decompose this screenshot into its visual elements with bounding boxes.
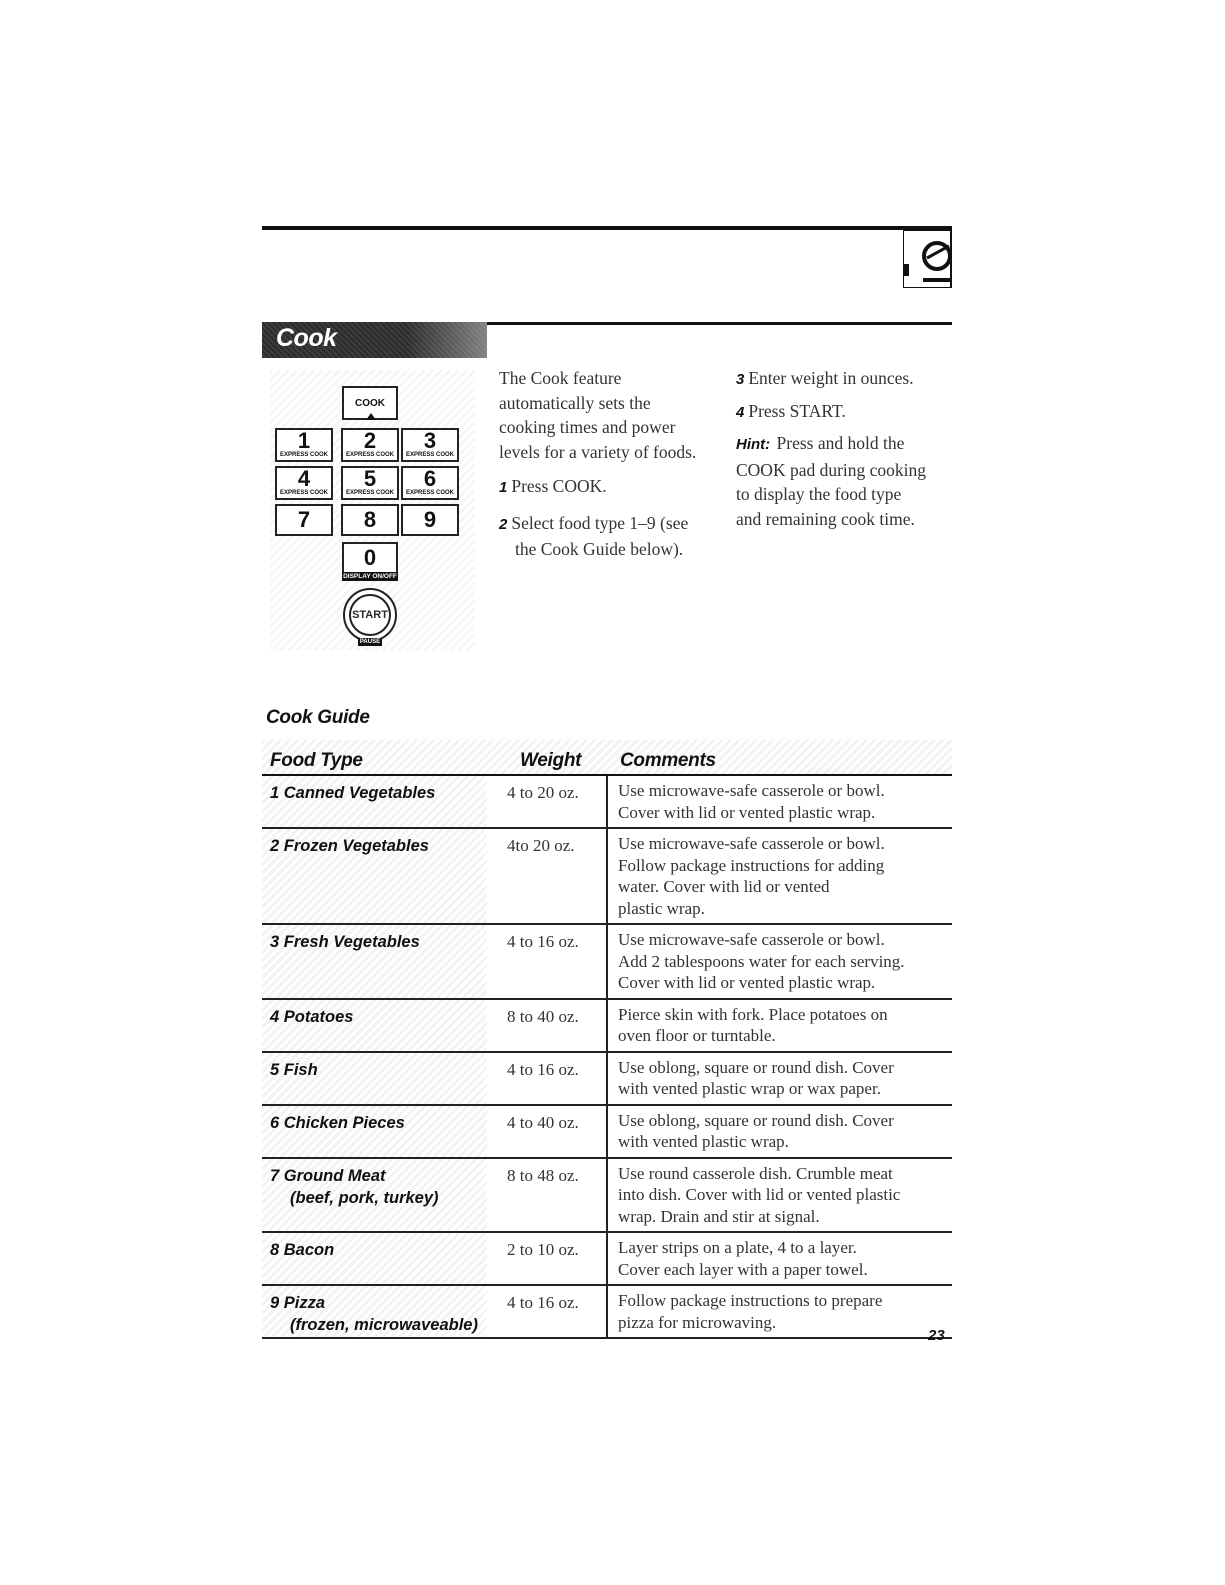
column-divider — [606, 1159, 608, 1232]
column-divider — [606, 829, 608, 923]
display-on-off-label: DISPLAY ON/OFF — [343, 573, 397, 580]
comment-line: Use microwave-safe casserole or bowl. — [618, 834, 885, 853]
comment-line: Follow package instructions for adding — [618, 855, 885, 875]
column-divider — [606, 776, 608, 827]
comments-cell — [618, 1053, 952, 1104]
step-1: 1 Press COOK. — [499, 476, 607, 496]
key-3: 3 EXPRESS COOK — [401, 428, 459, 462]
page-number: 23 — [928, 1327, 945, 1344]
key-2: 2 EXPRESS COOK — [341, 428, 399, 462]
table-row — [262, 1159, 952, 1234]
top-rule — [262, 226, 952, 230]
comments-cell — [618, 1106, 952, 1157]
key-4: 4 EXPRESS COOK — [275, 466, 333, 500]
intro-column — [499, 366, 724, 572]
column-divider — [606, 1106, 608, 1157]
key-8: 8 — [341, 504, 399, 536]
table-row — [262, 1053, 952, 1106]
weight-cell: 2 to 10 oz. — [507, 1240, 579, 1259]
header-food-type: Food Type — [270, 750, 363, 771]
weight-cell: 8 to 48 oz. — [507, 1165, 579, 1185]
key-0: 0 — [342, 542, 398, 574]
key-1: 1 EXPRESS COOK — [275, 428, 333, 462]
comment-line: Cover with lid or vented plastic wrap. — [618, 973, 876, 992]
comment-line: Layer strips on a plate, 4 to a layer. — [618, 1238, 857, 1257]
food-type-label: 1 Canned Vegetables — [270, 784, 436, 802]
comment-line: oven floor or turntable. — [618, 1026, 776, 1045]
key-6: 6 EXPRESS COOK — [401, 466, 459, 500]
food-type-label: 7 Ground Meat — [270, 1166, 386, 1185]
comments-cell — [618, 1286, 952, 1337]
table-row — [262, 1106, 952, 1159]
comment-line: Cover each layer with a paper towel. — [618, 1259, 868, 1279]
table-row — [262, 1233, 952, 1286]
column-divider — [606, 1286, 608, 1337]
step-4: 4 Press START. — [736, 400, 846, 421]
comment-line: wrap. Drain and stir at signal. — [618, 1206, 820, 1226]
comments-cell — [618, 925, 952, 998]
header-weight: Weight — [520, 750, 582, 771]
food-type-label: 8 Bacon — [270, 1241, 335, 1259]
comment-line: Use oblong, square or round dish. Cover — [618, 1057, 894, 1077]
food-type-cell — [262, 776, 487, 827]
comment-line: plastic wrap. — [618, 898, 705, 918]
food-type-label: 5 Fish — [270, 1060, 318, 1079]
keypad-illustration — [270, 370, 475, 650]
comment-line: Use oblong, square or round dish. Cover — [618, 1110, 894, 1130]
food-type-sublabel: (beef, pork, turkey) — [290, 1188, 439, 1207]
section-banner — [262, 322, 487, 358]
comment-line: Use microwave-safe casserole or bowl. — [618, 930, 885, 949]
food-type-cell — [262, 1000, 487, 1051]
key-9: 9 — [401, 504, 459, 536]
comment-line: Follow package instructions to prepare — [618, 1291, 883, 1310]
key-7: 7 — [275, 504, 333, 536]
weight-cell: 4to 20 oz. — [507, 836, 575, 855]
table-row — [262, 1000, 952, 1053]
column-divider — [606, 1000, 608, 1051]
hint: Hint: Press and hold the COOK pad during cooking to display the food type and remaining cook time. — [736, 433, 927, 529]
column-divider — [606, 1233, 608, 1284]
table-header — [262, 740, 952, 776]
comment-line: pizza for microwaving. — [618, 1312, 777, 1332]
weight-cell: 4 to 16 oz. — [507, 1293, 579, 1312]
comments-cell — [618, 776, 952, 827]
comments-cell — [618, 1159, 952, 1232]
table-row — [262, 925, 952, 1000]
food-type-cell — [262, 1053, 487, 1104]
table-row — [262, 1286, 952, 1339]
food-type-label: 3 Fresh Vegetables — [270, 933, 420, 951]
comment-line: with vented plastic wrap or wax paper. — [618, 1079, 881, 1098]
weight-cell: 8 to 40 oz. — [507, 1006, 579, 1026]
cook-key: COOK — [342, 386, 398, 420]
cook-guide-heading: Cook Guide — [266, 707, 370, 728]
food-type-cell — [262, 925, 487, 998]
food-type-cell — [262, 1159, 487, 1232]
comment-line: Add 2 tablespoons water for each serving. — [618, 951, 905, 971]
comment-line: into dish. Cover with lid or vented plastic — [618, 1185, 901, 1204]
comment-line: Use microwave-safe casserole or bowl. — [618, 781, 885, 800]
weight-cell: 4 to 40 oz. — [507, 1112, 579, 1132]
start-label: START — [349, 594, 391, 636]
header-comments: Comments — [620, 750, 716, 771]
cook-arrow-icon — [366, 413, 376, 420]
cook-guide-table — [262, 740, 952, 1339]
steps-column — [736, 366, 956, 541]
section-title: Cook — [276, 324, 337, 352]
food-type-sublabel: (frozen, microwaveable) — [290, 1316, 478, 1334]
start-key — [343, 588, 397, 642]
food-type-cell — [262, 1233, 487, 1284]
column-divider — [606, 1053, 608, 1104]
comment-line: Pierce skin with fork. Place potatoes on — [618, 1004, 888, 1024]
food-type-cell — [262, 1286, 487, 1337]
brand-logo-icon — [903, 226, 953, 288]
table-row — [262, 829, 952, 925]
weight-cell: 4 to 20 oz. — [507, 783, 579, 802]
step-2: 2 Select food type 1–9 (see the Cook Guide below). — [499, 512, 689, 559]
step-3: 3 Enter weight in ounces. — [736, 368, 914, 388]
food-type-label: 9 Pizza — [270, 1294, 326, 1312]
pause-label: PAUSE — [359, 639, 381, 645]
weight-cell: 4 to 16 oz. — [507, 932, 579, 951]
comments-cell — [618, 1233, 952, 1284]
comments-cell — [618, 1000, 952, 1051]
comment-line: Cover with lid or vented plastic wrap. — [618, 802, 876, 822]
section-rule — [487, 322, 952, 325]
weight-cell: 4 to 16 oz. — [507, 1059, 579, 1079]
column-divider — [606, 925, 608, 998]
food-type-label: 2 Frozen Vegetables — [270, 837, 429, 855]
food-type-label: 4 Potatoes — [270, 1007, 354, 1026]
food-type-cell — [262, 829, 487, 923]
food-type-label: 6 Chicken Pieces — [270, 1113, 405, 1132]
food-type-cell — [262, 1106, 487, 1157]
table-row — [262, 776, 952, 829]
comment-line: Use round casserole dish. Crumble meat — [618, 1163, 893, 1183]
key-5: 5 EXPRESS COOK — [341, 466, 399, 500]
comments-cell — [618, 829, 952, 923]
intro-paragraph: The Cook feature automatically sets the cooking times and power levels for a variety of foods. — [499, 368, 697, 462]
comment-line: with vented plastic wrap. — [618, 1132, 789, 1151]
comment-line: water. Cover with lid or vented — [618, 877, 830, 896]
